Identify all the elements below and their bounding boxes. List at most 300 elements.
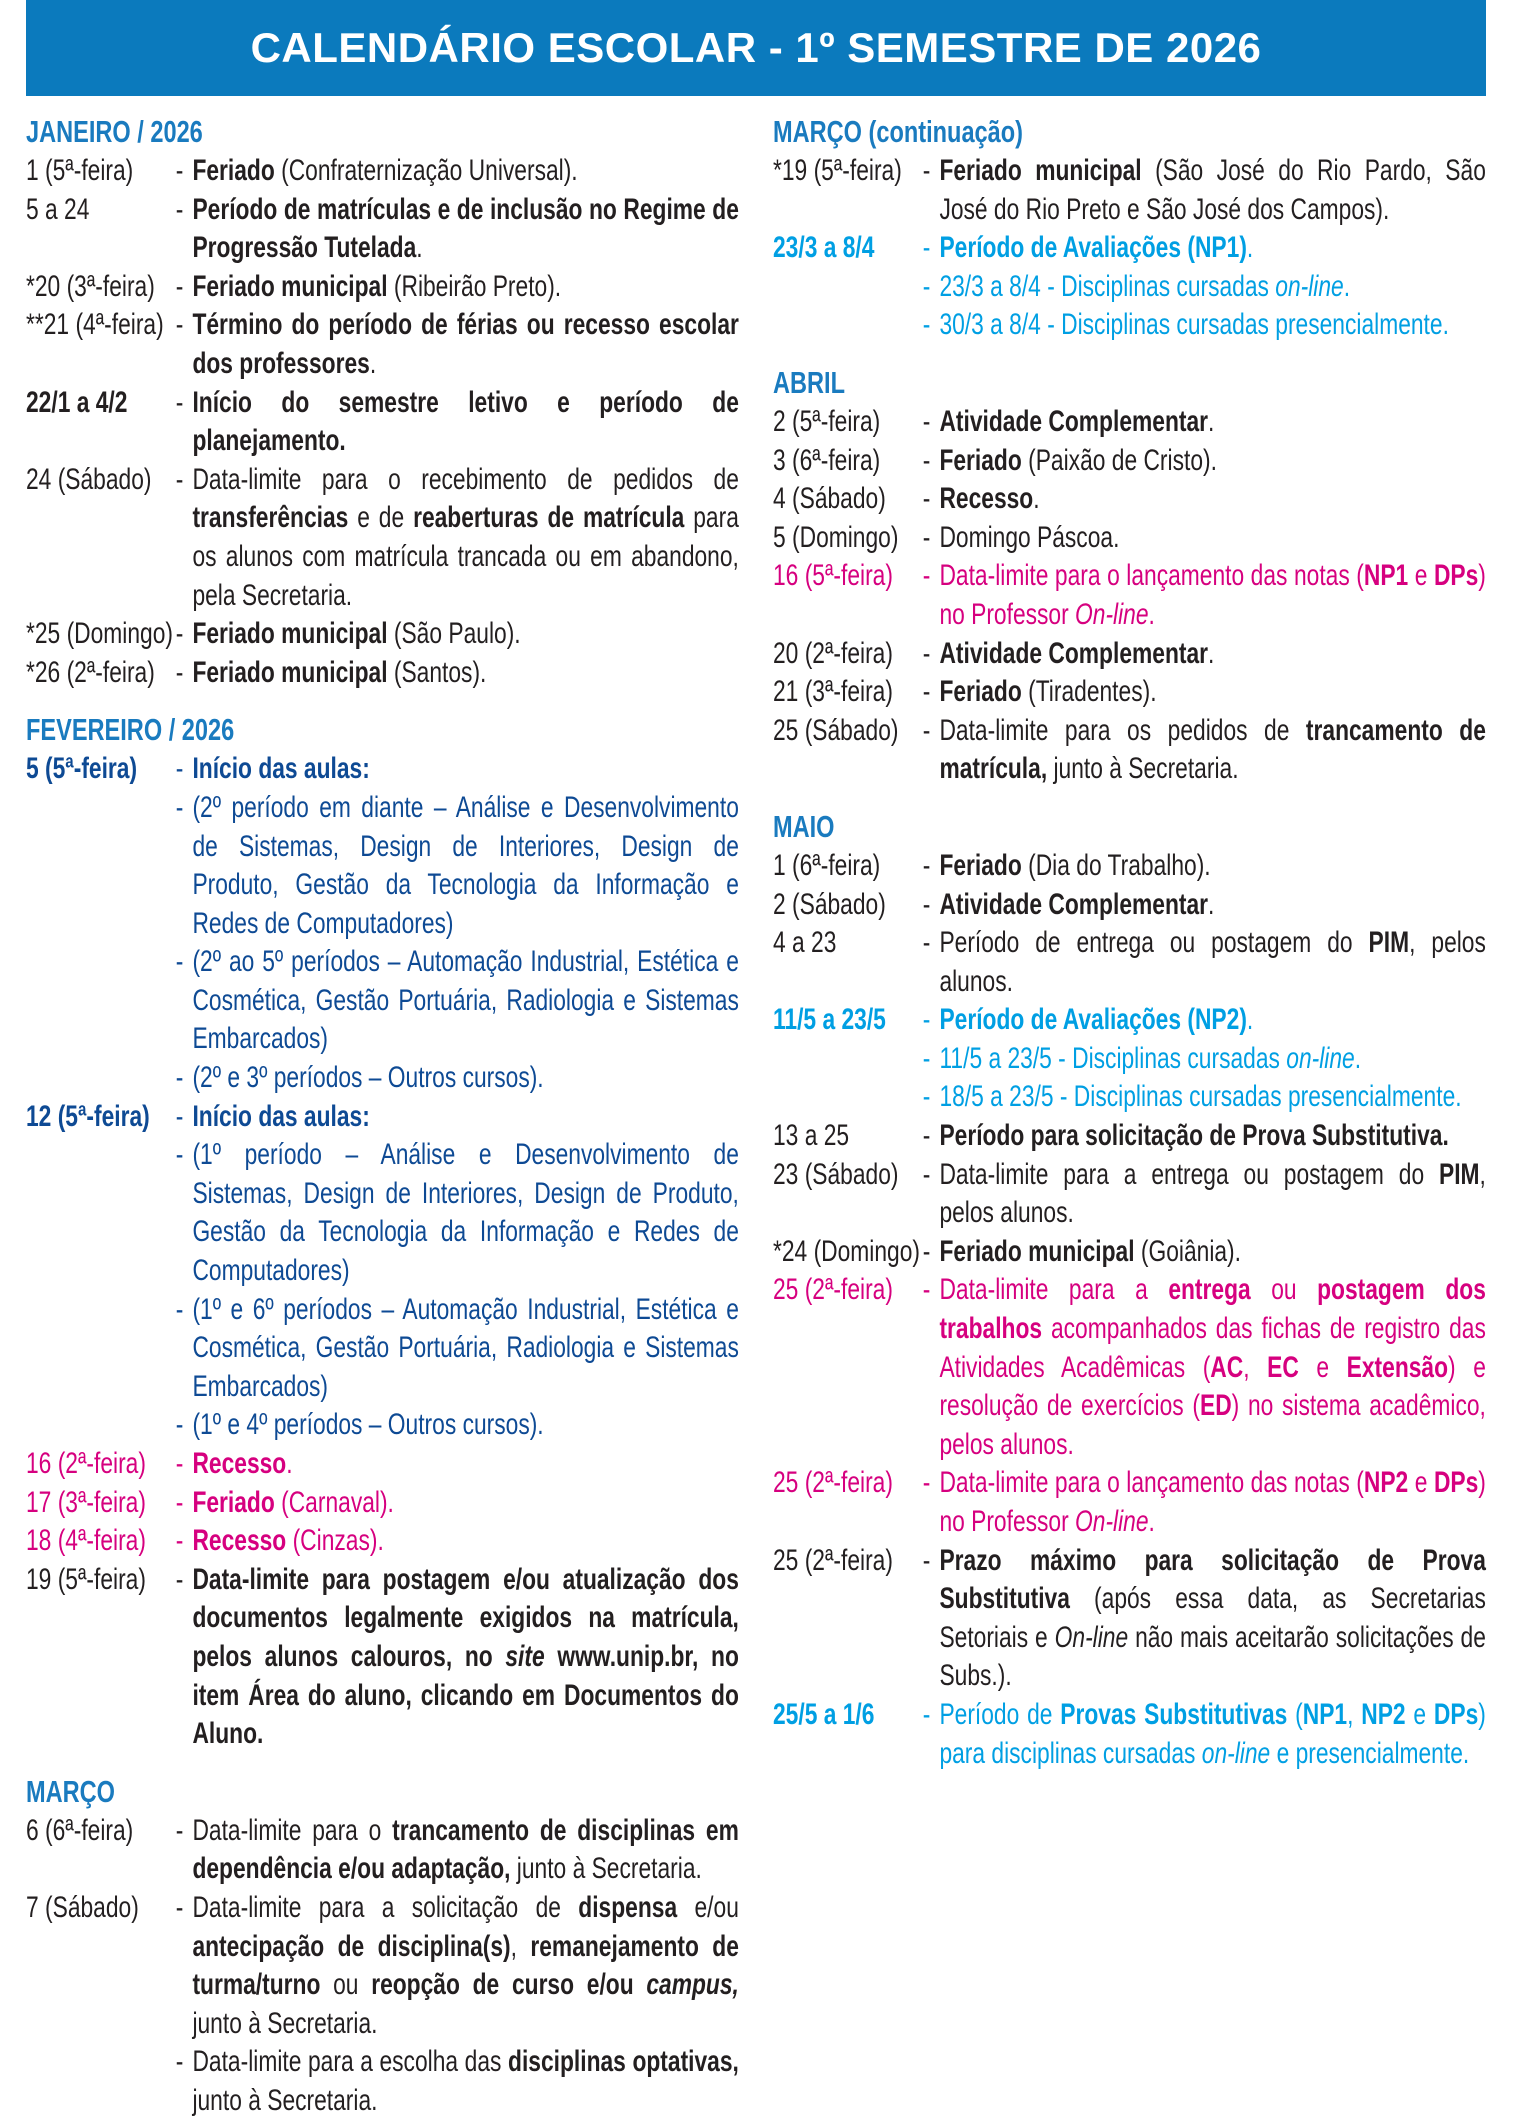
entry-date: 4 a 23 xyxy=(773,926,837,960)
text-segment: Feriado xyxy=(939,443,1022,477)
text-segment: não mais aceitarão solicitações de Subs.). xyxy=(939,1620,1486,1693)
entry-date: 4 (Sábado) xyxy=(773,482,886,516)
entry-date: 5 (5ª-feira) xyxy=(26,752,138,786)
entry-description xyxy=(939,557,1485,634)
month-heading: JANEIRO / 2026 xyxy=(26,114,203,149)
sub-item xyxy=(773,1078,1486,1117)
calendar-entry xyxy=(773,152,1486,229)
entry-date: 6 (6ª-feira) xyxy=(26,1813,134,1847)
month-heading: MAIO xyxy=(773,808,835,844)
text-segment: Feriado xyxy=(192,1485,275,1519)
entry-dash: - xyxy=(922,1041,931,1075)
entry-date: 21 (3ª-feira) xyxy=(773,675,893,709)
text-segment: trancamento de matrícula, xyxy=(939,713,1486,786)
entry-description xyxy=(939,1040,1485,1079)
entry-date: 16 (2ª-feira) xyxy=(26,1447,146,1480)
sub-item xyxy=(773,268,1486,307)
text-segment: transferências xyxy=(192,501,349,535)
entry-description xyxy=(939,229,1485,268)
entry-date: 20 (2ª-feira) xyxy=(773,636,893,670)
text-segment: junto à Secretaria. xyxy=(192,2006,378,2040)
entry-date xyxy=(26,2043,176,2120)
entry-description xyxy=(192,750,738,789)
text-segment: Recesso xyxy=(192,1447,287,1480)
text-segment: trancamento de disciplinas em dependência e/ou adaptação, xyxy=(192,1813,739,1886)
calendar-entry xyxy=(773,924,1486,1001)
entry-dash: - xyxy=(922,887,931,921)
text-segment: (2º período em diante – Análise e Desenvolvimento de Sistemas, Design de Interiores, Design de Produto, Gestão da Tecnologia da Informação e Redes de Computadores) xyxy=(192,790,739,940)
text-segment: Recesso xyxy=(939,482,1034,516)
text-segment: , xyxy=(510,1929,531,1963)
entry-date: 25 (2ª-feira) xyxy=(773,1466,893,1500)
text-segment: . xyxy=(1246,231,1254,265)
entry-date: *26 (2ª-feira) xyxy=(26,655,155,689)
entry-description xyxy=(192,654,738,693)
entry-date: 2 (Sábado) xyxy=(773,887,886,921)
entry-date: 25 (2ª-feira) xyxy=(773,1273,893,1307)
text-segment: Data-limite para os pedidos de xyxy=(939,713,1306,747)
calendar-entry xyxy=(26,1522,739,1561)
text-segment: . xyxy=(416,231,423,265)
entry-dash: - xyxy=(922,1697,931,1731)
entry-description xyxy=(939,442,1485,481)
text-segment: . xyxy=(369,346,377,380)
text-segment: e/ou xyxy=(677,1890,739,1924)
text-segment: ) e resolução de exercícios ( xyxy=(939,1350,1486,1423)
text-segment: Período de matrículas e de inclusão no Regime de Progressão Tutelada xyxy=(192,192,739,265)
text-segment: reopção de curso e/ou xyxy=(371,1968,647,2002)
entry-description xyxy=(939,403,1485,442)
text-segment: Recesso xyxy=(192,1524,287,1558)
entry-dash: - xyxy=(922,926,931,960)
entry-date: 25 (2ª-feira) xyxy=(773,1543,893,1577)
text-segment: Domingo Páscoa. xyxy=(939,520,1120,554)
month-heading: MARÇO xyxy=(26,1773,116,1809)
calendar-entry xyxy=(26,152,739,191)
text-segment: ) para disciplinas cursadas xyxy=(939,1697,1486,1770)
entry-dash: - xyxy=(175,1890,184,1924)
text-segment: Início das aulas: xyxy=(192,752,370,786)
text-segment: ) no Professor xyxy=(939,1466,1486,1538)
page-title: CALENDÁRIO ESCOLAR - 1º SEMESTRE DE 2026 xyxy=(250,24,1262,71)
calendar-entry xyxy=(26,750,739,789)
entry-dash: - xyxy=(175,1485,184,1519)
entry-description xyxy=(192,461,738,615)
entry-date: *20 (3ª-feira) xyxy=(26,269,155,303)
text-segment: Data-limite para o lançamento das notas ( xyxy=(939,559,1364,593)
calendar-entry xyxy=(26,384,739,461)
entry-date: *25 (Domingo) xyxy=(26,617,174,651)
entry-description xyxy=(939,1078,1485,1117)
entry-dash: - xyxy=(175,2045,184,2079)
text-segment: remanejamento de turma/turno xyxy=(192,1929,739,2002)
entry-dash: - xyxy=(922,1543,931,1577)
calendar-entry xyxy=(26,1484,739,1523)
text-segment: (2º ao 5º períodos – Automação Industrial, Estética e Cosmética, Gestão Portuária, Radiologia e Sistemas Embarcados) xyxy=(192,945,739,1056)
entry-dash: - xyxy=(922,308,931,342)
text-segment: reaberturas de matrícula xyxy=(413,501,685,535)
entry-description xyxy=(192,615,738,654)
entry-description xyxy=(939,635,1485,674)
text-segment: Feriado municipal xyxy=(939,154,1142,187)
entry-date xyxy=(773,268,923,307)
text-segment: Período de Avaliações (NP1) xyxy=(939,231,1247,265)
entry-description xyxy=(939,1233,1485,1272)
calendar-entry xyxy=(26,1812,739,1889)
entry-dash: - xyxy=(175,269,184,303)
entry-description xyxy=(939,924,1485,1001)
calendar-entry xyxy=(773,229,1486,268)
sub-item xyxy=(26,1136,739,1290)
text-segment: (após essa data, as Secretarias Setoriais e xyxy=(939,1582,1486,1654)
text-segment: (Cinzas). xyxy=(286,1524,384,1558)
text-segment: ) no sistema acadêmico, pelos alunos. xyxy=(939,1389,1486,1461)
entry-dash: - xyxy=(175,1138,184,1172)
text-segment: site xyxy=(505,1639,545,1673)
text-segment: . xyxy=(1208,887,1215,921)
entry-description xyxy=(192,2043,738,2120)
text-segment: Atividade Complementar xyxy=(939,887,1209,921)
calendar-entry xyxy=(773,1271,1486,1464)
text-segment: (Carnaval). xyxy=(274,1485,394,1519)
text-segment: (Ribeirão Preto). xyxy=(387,269,562,303)
text-segment: . xyxy=(286,1447,293,1480)
text-segment: . xyxy=(1246,1003,1254,1037)
text-segment: Feriado municipal xyxy=(192,655,388,689)
calendar-entry xyxy=(773,1542,1486,1696)
entry-description xyxy=(192,789,738,943)
text-segment: ou xyxy=(320,1968,372,2002)
entry-description xyxy=(192,191,738,268)
entry-dash: - xyxy=(175,1292,184,1326)
text-segment: e xyxy=(1405,1697,1434,1731)
text-segment: (Santos). xyxy=(387,655,487,689)
entry-description xyxy=(192,1522,738,1561)
text-segment: Atividade Complementar xyxy=(939,636,1209,670)
entry-date: 23/3 a 8/4 xyxy=(773,231,875,265)
entry-dash: - xyxy=(175,154,184,187)
entry-description xyxy=(939,306,1485,345)
entry-description xyxy=(939,1542,1485,1696)
text-segment: Atividade Complementar xyxy=(939,404,1209,438)
text-segment: . xyxy=(1148,1505,1155,1538)
entry-description xyxy=(192,1406,738,1445)
sub-item xyxy=(26,943,739,1059)
entry-dash: - xyxy=(175,752,184,786)
calendar-entry xyxy=(773,403,1486,442)
text-segment: Feriado xyxy=(192,154,275,187)
entry-description xyxy=(192,1098,738,1137)
text-segment: e xyxy=(1298,1350,1347,1384)
entry-date: 18 (4ª-feira) xyxy=(26,1524,146,1558)
text-segment: Data-limite para a entrega ou postagem do xyxy=(939,1157,1439,1191)
text-segment: Período de xyxy=(939,1697,1061,1731)
sub-item xyxy=(26,1059,739,1098)
text-segment: e de xyxy=(348,501,414,535)
text-segment: Feriado municipal xyxy=(939,1234,1135,1268)
month-heading: ABRIL xyxy=(773,364,845,400)
entry-description xyxy=(939,1156,1485,1233)
entry-dash: - xyxy=(922,269,931,303)
calendar-entry xyxy=(26,654,739,693)
sub-item xyxy=(26,1406,739,1445)
entry-dash: - xyxy=(922,1080,931,1114)
left-column xyxy=(26,112,739,2121)
text-segment: (Paixão de Cristo). xyxy=(1021,443,1217,477)
entry-description xyxy=(939,480,1485,519)
text-segment: . xyxy=(1148,597,1155,631)
entry-description xyxy=(939,268,1485,307)
calendar-entry xyxy=(26,1098,739,1137)
calendar-entry xyxy=(773,635,1486,674)
entry-date: 23 (Sábado) xyxy=(773,1157,899,1191)
entry-description xyxy=(192,306,738,383)
text-segment: 11/5 a 23/5 - Disciplinas cursadas xyxy=(939,1041,1287,1075)
calendar-entry xyxy=(773,480,1486,519)
entry-description xyxy=(939,1271,1485,1464)
text-segment: disciplinas optativas, xyxy=(508,2045,739,2079)
text-segment: On-line xyxy=(1075,597,1149,631)
entry-date: 25 (Sábado) xyxy=(773,713,899,747)
text-segment: (1º e 4º períodos – Outros cursos). xyxy=(192,1408,544,1442)
entry-description xyxy=(192,943,738,1059)
text-segment: e xyxy=(1408,559,1434,593)
entry-date: 13 a 25 xyxy=(773,1119,850,1153)
entry-description xyxy=(192,1561,738,1754)
text-segment: junto à Secretaria. xyxy=(1047,752,1239,786)
text-segment: Data-limite para o lançamento das notas ( xyxy=(939,1466,1364,1500)
text-segment: PIM xyxy=(1368,926,1410,960)
entry-dash: - xyxy=(175,462,184,496)
entry-date xyxy=(773,1040,923,1079)
sub-item xyxy=(773,1040,1486,1079)
text-segment: dispensa xyxy=(578,1890,678,1924)
entry-dash: - xyxy=(175,1061,184,1095)
text-segment: , xyxy=(1347,1697,1362,1731)
entry-dash: - xyxy=(175,945,184,979)
text-segment: DPs xyxy=(1433,1466,1479,1500)
entry-dash: - xyxy=(175,1099,184,1133)
text-segment: entrega xyxy=(1168,1273,1251,1307)
text-segment: Prazo máximo para solicitação de Prova Substitutiva xyxy=(939,1543,1486,1616)
entry-date: **21 (4ª-feira) xyxy=(26,308,164,342)
calendar-entry xyxy=(773,673,1486,712)
entry-dash: - xyxy=(922,482,931,516)
calendar-entry xyxy=(773,1001,1486,1040)
calendar-entry xyxy=(773,1233,1486,1272)
entry-date: 11/5 a 23/5 xyxy=(773,1003,886,1037)
entry-description xyxy=(192,1812,738,1889)
entry-date xyxy=(26,1059,176,1098)
calendar-entry xyxy=(26,615,739,654)
entry-dash: - xyxy=(175,1408,184,1442)
text-segment: Início das aulas: xyxy=(192,1099,370,1133)
entry-description xyxy=(192,1484,738,1523)
sub-item xyxy=(26,789,739,943)
entry-date xyxy=(773,306,923,345)
text-segment: Provas Substitutivas xyxy=(1060,1697,1288,1731)
text-segment: (Confraternização Universal). xyxy=(274,154,578,187)
entry-description xyxy=(192,384,738,461)
entry-dash: - xyxy=(922,636,931,670)
entry-dash: - xyxy=(175,790,184,824)
entry-date: 16 (5ª-feira) xyxy=(773,559,893,593)
entry-description xyxy=(939,519,1485,558)
entry-dash: - xyxy=(175,1562,184,1596)
entry-description xyxy=(939,712,1485,789)
calendar-entry xyxy=(773,1464,1486,1541)
text-segment: Data-limite para a solicitação de xyxy=(192,1890,579,1924)
text-segment: Data-limite para a xyxy=(939,1273,1169,1307)
entry-date: 3 (6ª-feira) xyxy=(773,443,881,477)
entry-description xyxy=(192,1136,738,1290)
text-segment: Período de entrega ou postagem do xyxy=(939,926,1369,960)
entry-date xyxy=(26,1291,176,1407)
entry-dash: - xyxy=(922,1119,931,1153)
entry-description xyxy=(939,1117,1485,1156)
entry-description xyxy=(939,1696,1485,1773)
text-segment: . xyxy=(1208,636,1215,670)
entry-description xyxy=(192,152,738,191)
text-segment: Extensão xyxy=(1346,1350,1449,1384)
text-segment: NP2 xyxy=(1363,1466,1409,1500)
entry-dash: - xyxy=(922,1003,931,1037)
text-segment: Data-limite para o xyxy=(192,1813,393,1847)
calendar-entry xyxy=(26,268,739,307)
calendar-entry xyxy=(773,712,1486,789)
entry-description xyxy=(192,1889,738,2043)
text-segment: EC xyxy=(1267,1350,1299,1384)
entry-date: 17 (3ª-feira) xyxy=(26,1485,146,1519)
calendar-entry xyxy=(773,442,1486,481)
entry-dash: - xyxy=(922,520,931,554)
text-segment: ED xyxy=(1199,1389,1232,1423)
sub-item xyxy=(26,2043,739,2120)
entry-description xyxy=(192,1445,738,1484)
text-segment: ) no Professor xyxy=(939,559,1486,631)
entry-date: *24 (Domingo) xyxy=(773,1234,921,1268)
text-segment: Feriado municipal xyxy=(192,617,388,651)
text-segment: ( xyxy=(1287,1697,1303,1731)
text-segment: on-line xyxy=(1275,269,1344,303)
entry-dash: - xyxy=(922,559,931,593)
text-segment: PIM xyxy=(1438,1157,1480,1191)
entry-date: 5 (Domingo) xyxy=(773,520,899,554)
text-segment: antecipação de disciplina(s) xyxy=(192,1929,511,1963)
entry-dash: - xyxy=(922,1157,931,1191)
entry-dash: - xyxy=(175,192,184,226)
text-segment: junto à Secretaria. xyxy=(192,2083,378,2117)
entry-dash: - xyxy=(922,675,931,709)
text-segment: 18/5 a 23/5 - Disciplinas cursadas presencialmente. xyxy=(939,1080,1462,1114)
calendar-entry xyxy=(773,519,1486,558)
text-segment: (2º e 3º períodos – Outros cursos). xyxy=(192,1061,544,1095)
entry-description xyxy=(939,1001,1485,1040)
entry-description xyxy=(939,847,1485,886)
text-segment: Feriado xyxy=(939,848,1022,882)
text-segment: (1º período – Análise e Desenvolvimento de Sistemas, Design de Interiores, Design de Produto, Gestão da Tecnologia da Informação e Redes de Computadores) xyxy=(192,1138,739,1288)
text-segment: 30/3 a 8/4 - Disciplinas cursadas presencialmente. xyxy=(939,308,1449,342)
entry-description xyxy=(192,268,738,307)
entry-dash: - xyxy=(922,404,931,438)
text-segment: on-line xyxy=(1286,1041,1355,1075)
entry-dash: - xyxy=(922,443,931,477)
entry-dash: - xyxy=(922,713,931,747)
text-segment: Data-limite para o recebimento de pedidos de xyxy=(192,462,739,496)
entry-date: 7 (Sábado) xyxy=(26,1890,139,1924)
text-segment: . xyxy=(1208,404,1215,438)
text-segment: NP2 xyxy=(1361,1697,1406,1731)
entry-dash: - xyxy=(175,1524,184,1558)
text-segment: e xyxy=(1408,1466,1434,1500)
entry-dash: - xyxy=(922,154,931,187)
month-heading: MARÇO (continuação) xyxy=(773,114,1023,149)
entry-date xyxy=(773,1078,923,1117)
calendar-entry xyxy=(773,1117,1486,1156)
text-segment: postagem dos trabalhos xyxy=(939,1273,1486,1346)
text-segment: Feriado xyxy=(939,675,1022,709)
text-segment: . xyxy=(1354,1041,1362,1075)
entry-dash: - xyxy=(922,848,931,882)
text-segment: DPs xyxy=(1433,559,1479,593)
sub-item xyxy=(773,306,1486,345)
entry-date: 22/1 a 4/2 xyxy=(26,385,128,419)
text-segment: DPs xyxy=(1433,1697,1479,1731)
entry-date xyxy=(26,1136,176,1290)
title-banner xyxy=(26,0,1486,96)
entry-description xyxy=(939,886,1485,925)
month-heading: FEVEREIRO / 2026 xyxy=(26,712,235,748)
entry-dash: - xyxy=(922,1273,931,1307)
text-segment: . xyxy=(1033,482,1040,516)
entry-date: 1 (5ª-feira) xyxy=(26,154,134,187)
text-segment: NP1 xyxy=(1363,559,1409,593)
entry-description xyxy=(192,1291,738,1407)
entry-date xyxy=(26,789,176,943)
calendar-entry xyxy=(773,847,1486,886)
calendar-entry xyxy=(26,1561,739,1754)
text-segment: (1º e 6º períodos – Automação Industrial, Estética e Cosmética, Gestão Portuária, Radiologia e Sistemas Embarcados) xyxy=(192,1292,739,1403)
entry-date: 25/5 a 1/6 xyxy=(773,1697,875,1731)
text-segment: NP1 xyxy=(1302,1697,1348,1731)
entry-description xyxy=(192,1059,738,1098)
entry-description xyxy=(939,1464,1485,1541)
text-segment: www.unip.br, no item Área do aluno, clicando em Documentos do Aluno. xyxy=(192,1639,739,1751)
text-segment: (Tiradentes). xyxy=(1021,675,1157,709)
text-segment: Término do período de férias ou recesso escolar dos professores xyxy=(192,308,739,380)
right-column xyxy=(773,112,1486,1773)
entry-dash: - xyxy=(175,1813,184,1847)
entry-date: 19 (5ª-feira) xyxy=(26,1562,146,1596)
text-segment: para os alunos com matrícula trancada ou em abandono, pela Secretaria. xyxy=(192,501,739,612)
entry-date: 2 (5ª-feira) xyxy=(773,404,881,438)
text-segment: junto à Secretaria. xyxy=(510,1852,702,1886)
text-segment: , xyxy=(1243,1350,1268,1384)
calendar-entry xyxy=(26,191,739,268)
text-segment: (Goiânia). xyxy=(1134,1234,1241,1268)
text-segment: AC xyxy=(1210,1350,1244,1384)
entry-date xyxy=(26,943,176,1059)
text-segment: Período de Avaliações (NP2) xyxy=(939,1003,1247,1037)
entry-dash: - xyxy=(175,655,184,689)
entry-dash: - xyxy=(922,1234,931,1268)
entry-dash: - xyxy=(175,308,184,342)
calendar-entry xyxy=(773,886,1486,925)
entry-date: 5 a 24 xyxy=(26,192,90,226)
entry-dash: - xyxy=(922,1466,931,1500)
text-segment: acompanhados das fichas de registro das Atividades Acadêmicas ( xyxy=(939,1312,1486,1384)
text-segment: Feriado municipal xyxy=(192,269,388,303)
